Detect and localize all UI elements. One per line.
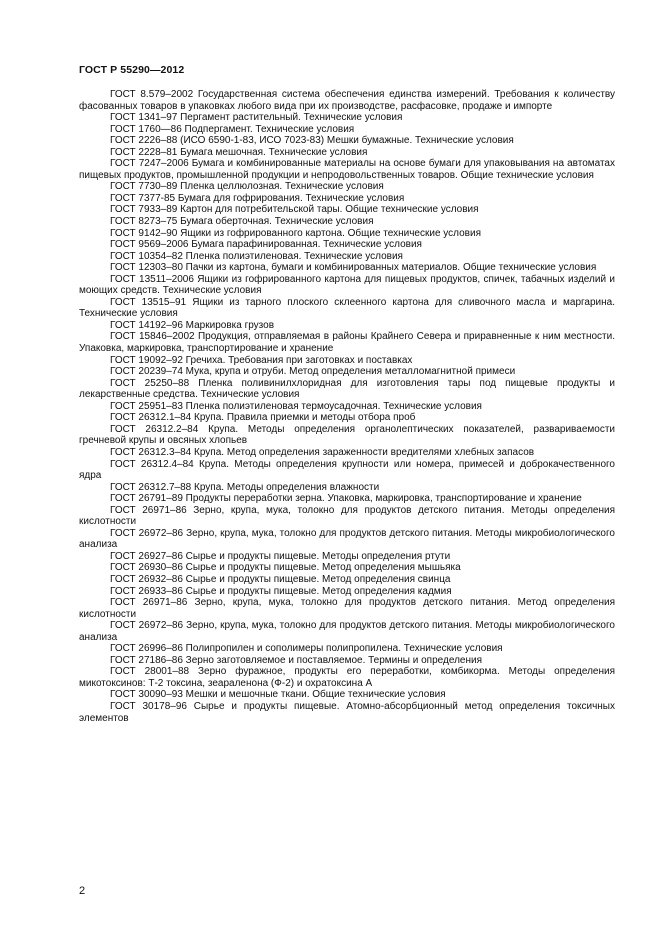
reference-item: ГОСТ 20239–74 Мука, крупа и отруби. Метод определения металломагнитной примеси [110, 366, 516, 378]
reference-item: ГОСТ 26930–86 Сырье и продукты пищевые. Метод определения мышьяка [110, 562, 461, 574]
reference-item: ГОСТ 9569–2006 Бумага парафинированная. Технические условия [110, 239, 422, 251]
reference-item: ГОСТ 7933–89 Картон для потребительской тары. Общие технические условия [110, 204, 479, 216]
reference-item: ГОСТ 26312.4–84 Крупа. Методы определения крупности или номера, примесей и доброкачественного ядра [79, 458, 615, 482]
reference-item: ГОСТ 2228–81 Бумага мешочная. Технические условия [110, 146, 368, 158]
reference-item: ГОСТ 26927–86 Сырье и продукты пищевые. Методы определения ртути [110, 550, 451, 562]
reference-item: ГОСТ 26972–86 Зерно, крупа, мука, толокно для продуктов детского питания. Методы микробиологического анализа [79, 620, 615, 643]
page-number: 2 [79, 885, 86, 897]
reference-item: ГОСТ 30090–93 Мешки и мешочные ткани. Общие технические условия [110, 689, 446, 701]
reference-item: ГОСТ 7730–89 Пленка целлюлозная. Технические условия [110, 181, 384, 193]
reference-item: ГОСТ 28001–88 Зерно фуражное, продукты его переработки, комбикорма. Методы определения микотоксинов: Т-2 токсина, зеараленона (Ф-2) и охратоксина А [79, 666, 615, 689]
reference-item: ГОСТ 1341–97 Пергамент растительный. Технические условия [110, 112, 403, 124]
reference-item: ГОСТ 1760—86 Подпергамент. Технические условия [110, 123, 355, 135]
reference-item: ГОСТ 7377-85 Бумага для гофрирования. Технические условия [110, 192, 405, 204]
reference-item: ГОСТ 13511–2006 Ящики из гофрированного картона для пищевых продуктов, спичек, табачных изделий и моющих средств. Технические условия [79, 273, 615, 297]
reference-item: ГОСТ 25951–83 Пленка полиэтиленовая термоусадочная. Технические условия [110, 400, 482, 412]
reference-item: ГОСТ 26312.1–84 Крупа. Правила приемки и методы отбора проб [110, 412, 416, 424]
reference-item: ГОСТ 26972–86 Зерно, крупа, мука, толокно для продуктов детского питания. Методы микробиологического анализа [79, 527, 615, 551]
reference-item: ГОСТ 26791–89 Продукты переработки зерна. Упаковка, маркировка, транспортирование и хранение [110, 493, 582, 505]
references-list [79, 89, 615, 724]
reference-item: ГОСТ 19092–92 Гречиха. Требования при заготовках и поставках [110, 354, 413, 366]
reference-item: ГОСТ 26933–86 Сырье и продукты пищевые. Метод определения кадмия [110, 585, 452, 597]
reference-item: ГОСТ 9142–90 Ящики из гофрированного картона. Общие технические условия [110, 227, 481, 239]
reference-item: ГОСТ 8273–75 Бумага оберточная. Технические условия [110, 216, 374, 228]
document-header: ГОСТ Р 55290—2012 [79, 64, 185, 76]
reference-item: ГОСТ 26971–86 Зерно, крупа, мука, толокно для продуктов детского питания. Метод определения кислотности [79, 597, 615, 620]
reference-item: ГОСТ 27186–86 Зерно заготовляемое и поставляемое. Термины и определения [110, 654, 482, 666]
reference-item: ГОСТ 26312.3–84 Крупа. Метод определения зараженности вредителями хлебных запасов [110, 446, 535, 458]
reference-item: ГОСТ 13515–91 Ящики из тарного плоского склеенного картона для сливочного масла и маргарина. Технические условия [79, 296, 615, 320]
reference-item: ГОСТ 10354–82 Пленка полиэтиленовая. Технические условия [110, 250, 403, 262]
reference-item: ГОСТ 26932–86 Сырье и продукты пищевые. Метод определения свинца [110, 573, 451, 585]
reference-item: ГОСТ 25250–88 Пленка поливинилхлоридная для изготовления тары под пищевые продукты и лекарственные средства. Технические условия [79, 377, 615, 401]
reference-item: ГОСТ 14192–96 Маркировка грузов [110, 319, 275, 331]
reference-item: ГОСТ 15846–2002 Продукция, отправляемая в районы Крайнего Севера и приравненные к ним местности. Упаковка, маркировка, транспортирование и хранение [79, 331, 615, 355]
reference-item: ГОСТ 26312.7–88 Крупа. Методы определения влажности [110, 481, 380, 493]
reference-item: ГОСТ 26971–86 Зерно, крупа, мука, толокно для продуктов детского питания. Методы определения кислотности [79, 504, 615, 528]
reference-item: ГОСТ 30178–96 Сырье и продукты пищевые. Атомно-абсорбционный метод определения токсичных элементов [79, 700, 615, 724]
reference-item: ГОСТ 2226–88 (ИСО 6590-1-83, ИСО 7023-83) Мешки бумажные. Технические условия [110, 135, 514, 147]
reference-item: ГОСТ 12303–80 Пачки из картона, бумаги и комбинированных материалов. Общие технические условия [110, 262, 597, 274]
reference-item: ГОСТ 8.579–2002 Государственная система обеспечения единства измерений. Требования к количеству фасованных товаров в упаковках любого вида при их производстве, расфасовке, продаже и импорте [79, 89, 615, 112]
reference-item: ГОСТ 26312.2–84 Крупа. Методы определения органолептических показателей, развариваемости гречневой крупы и овсяных хлопьев [79, 423, 615, 447]
reference-item: ГОСТ 7247–2006 Бумага и комбинированные материалы на основе бумаги для упаковывания на автоматах пищевых продуктов, промышленной продукции и непродовольственных товаров. Общие технические условия [79, 158, 615, 181]
reference-item: ГОСТ 26996–86 Полипропилен и сополимеры полипропилена. Технические условия [110, 643, 503, 655]
